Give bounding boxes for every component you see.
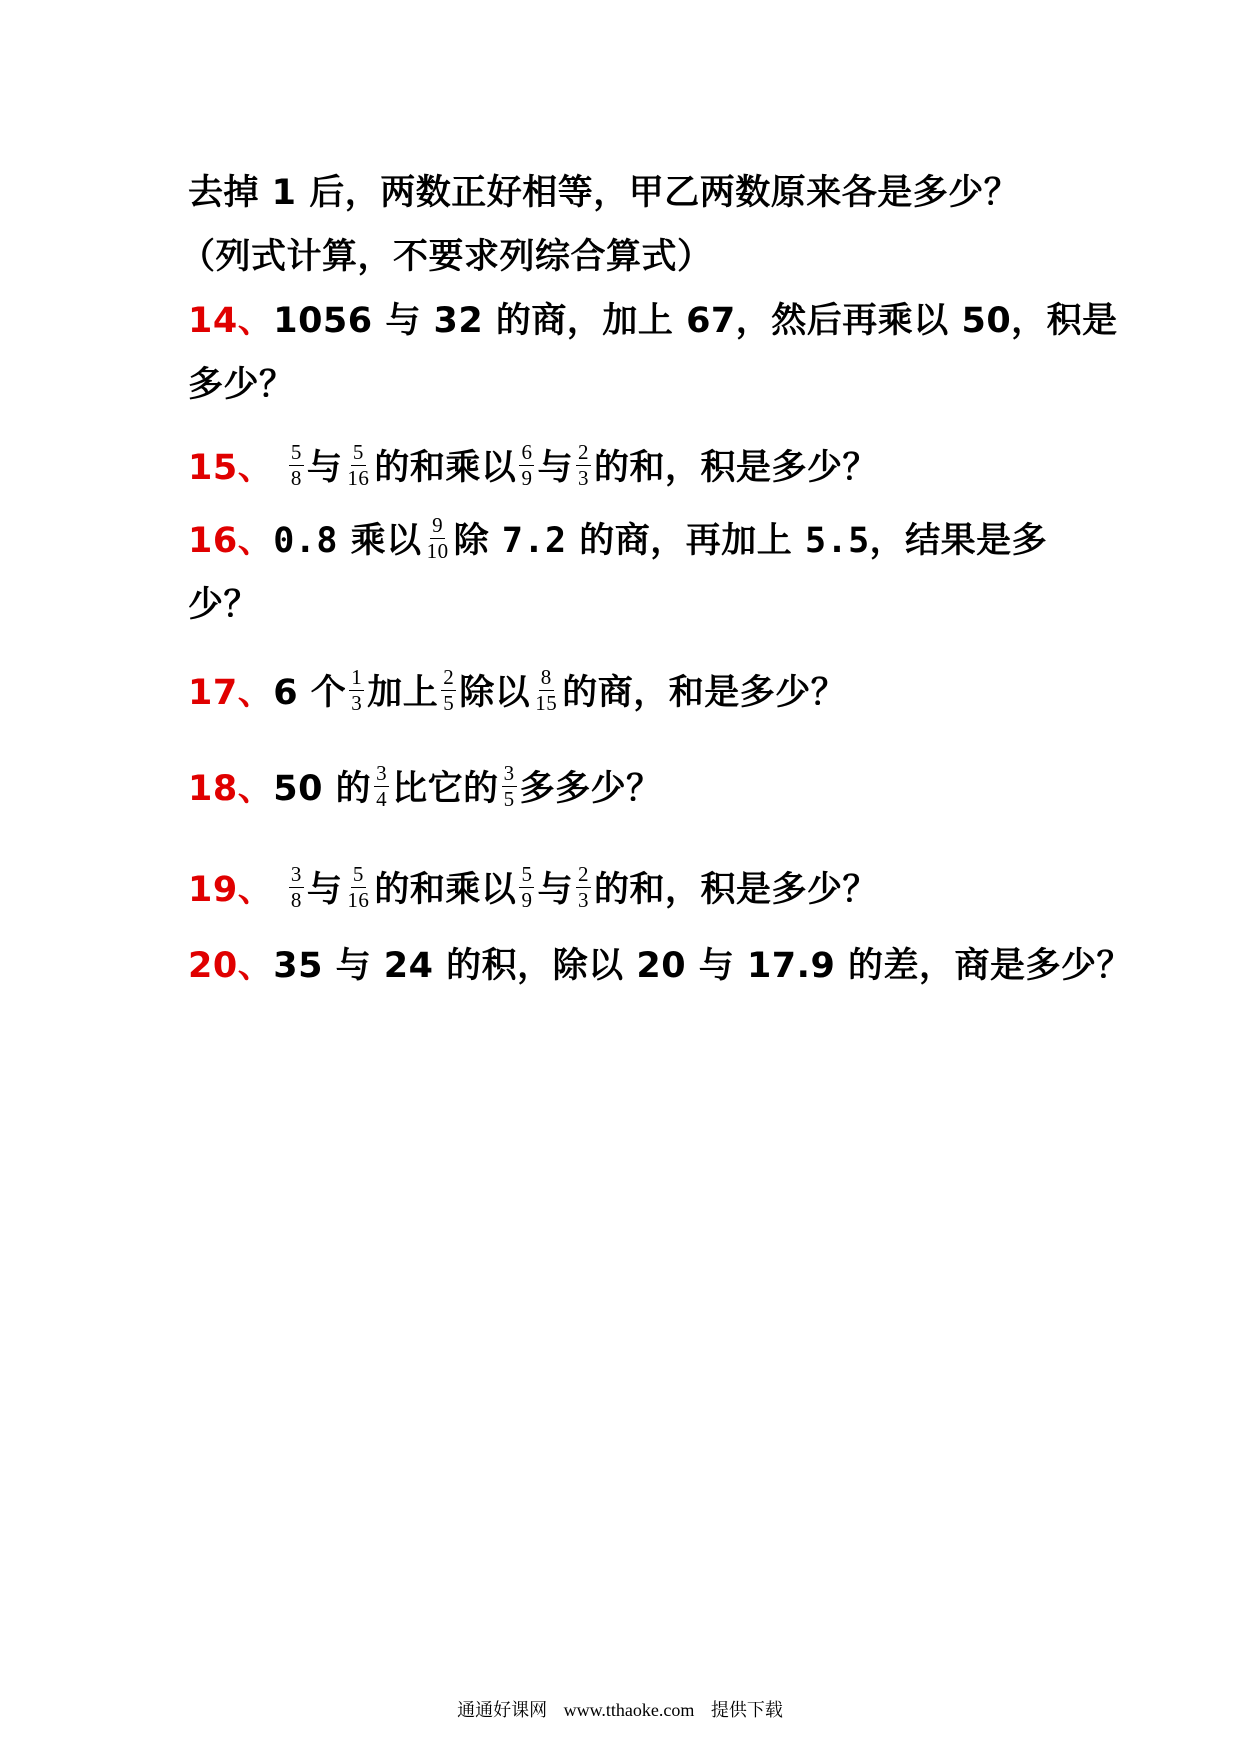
question-16-value-0-8: 0.8 — [273, 521, 338, 561]
question-16-text-1: 乘以 — [350, 521, 422, 561]
question-number-17: 17、 — [188, 673, 274, 713]
fraction-3-4: $\frac{3}{4}$ — [376, 760, 388, 811]
question-16-value-7-2: 7.2 — [501, 521, 567, 561]
question-14-line-2: 多少？ — [188, 365, 295, 405]
fraction-6-9: $\frac{6}{9}$ — [521, 439, 533, 490]
question-16-line-2: 少？ — [188, 585, 260, 625]
question-16-line-1 — [188, 513, 1047, 566]
question-14-line-1 — [188, 293, 1118, 343]
fraction-8-15: $\frac{8}{15}$ — [535, 664, 558, 715]
question-17-text-4: 的商，和是多少？ — [562, 673, 847, 713]
fraction-2-3: $\frac{2}{3}$ — [577, 439, 589, 490]
question-17-text-3: 除以 — [459, 673, 531, 713]
question-16-text-4: ，结果是多 — [869, 521, 1048, 561]
question-19-text-4: 的和，积是多少？ — [593, 870, 878, 910]
question-15-text-1: 与 — [306, 448, 343, 488]
fraction-9-10: $\frac{9}{10}$ — [426, 512, 449, 563]
fraction-3-8: $\frac{3}{8}$ — [290, 861, 302, 912]
question-14-text: 1056 与 32 的商，加上 67，然后再乘以 50，积是 — [273, 301, 1118, 341]
fraction-5-16: $\frac{5}{16}$ — [347, 439, 370, 490]
question-15-text-2: 的和乘以 — [374, 448, 517, 488]
question-19-text-2: 的和乘以 — [374, 870, 517, 910]
fraction-2-3: $\frac{2}{3}$ — [577, 861, 589, 912]
fraction-5-8: $\frac{5}{8}$ — [290, 439, 302, 490]
question-17-text-2: 加上 — [367, 673, 439, 713]
question-18-text-2: 比它的 — [392, 769, 499, 809]
question-15-text-4: 的和，积是多少？ — [593, 448, 878, 488]
question-17-text-1: 6 个 — [273, 673, 347, 713]
question-18 — [188, 761, 662, 814]
fraction-5-9: $\frac{5}{9}$ — [521, 861, 533, 912]
fraction-3-5: $\frac{3}{5}$ — [503, 760, 515, 811]
problem-continuation-line-1: 去掉 1 后，两数正好相等，甲乙两数原来各是多少？ — [188, 173, 1020, 213]
question-18-text-3: 多多少？ — [519, 769, 662, 809]
question-number-20: 20、 — [188, 946, 274, 986]
question-20-text: 35 与 24 的积，除以 20 与 17.9 的差，商是多少？ — [273, 946, 1132, 986]
question-17 — [188, 665, 846, 718]
question-18-text-1: 50 的 — [273, 769, 372, 809]
question-19-text-3: 与 — [537, 870, 573, 910]
question-20 — [188, 938, 1132, 988]
question-16-text-3: 的商，再加上 — [579, 521, 793, 561]
problem-continuation-line-2: （列式计算，不要求列综合算式） — [180, 237, 713, 277]
fraction-5-16: $\frac{5}{16}$ — [347, 861, 370, 912]
question-number-15: 15、 — [188, 448, 274, 488]
footer-suffix: 提供下载 — [710, 1700, 783, 1720]
question-15-text-3: 与 — [537, 448, 573, 488]
fraction-1-3: $\frac{1}{3}$ — [351, 664, 363, 715]
question-16-value-5-5: 5.5 — [804, 521, 870, 561]
question-19 — [188, 862, 878, 915]
fraction-2-5: $\frac{2}{5}$ — [443, 664, 455, 715]
question-number-19: 19、 — [188, 870, 274, 910]
question-19-text-1: 与 — [306, 870, 343, 910]
question-16-text-2: 除 — [453, 521, 490, 561]
question-15 — [188, 440, 878, 493]
question-number-16: 16、 — [188, 521, 274, 561]
footer-site-name: 通通好课网 — [457, 1700, 548, 1720]
question-number-14: 14、 — [188, 301, 274, 341]
page-footer — [0, 1696, 1240, 1722]
footer-url[interactable]: www.tthaoke.com — [563, 1700, 695, 1720]
question-number-18: 18、 — [188, 769, 274, 809]
